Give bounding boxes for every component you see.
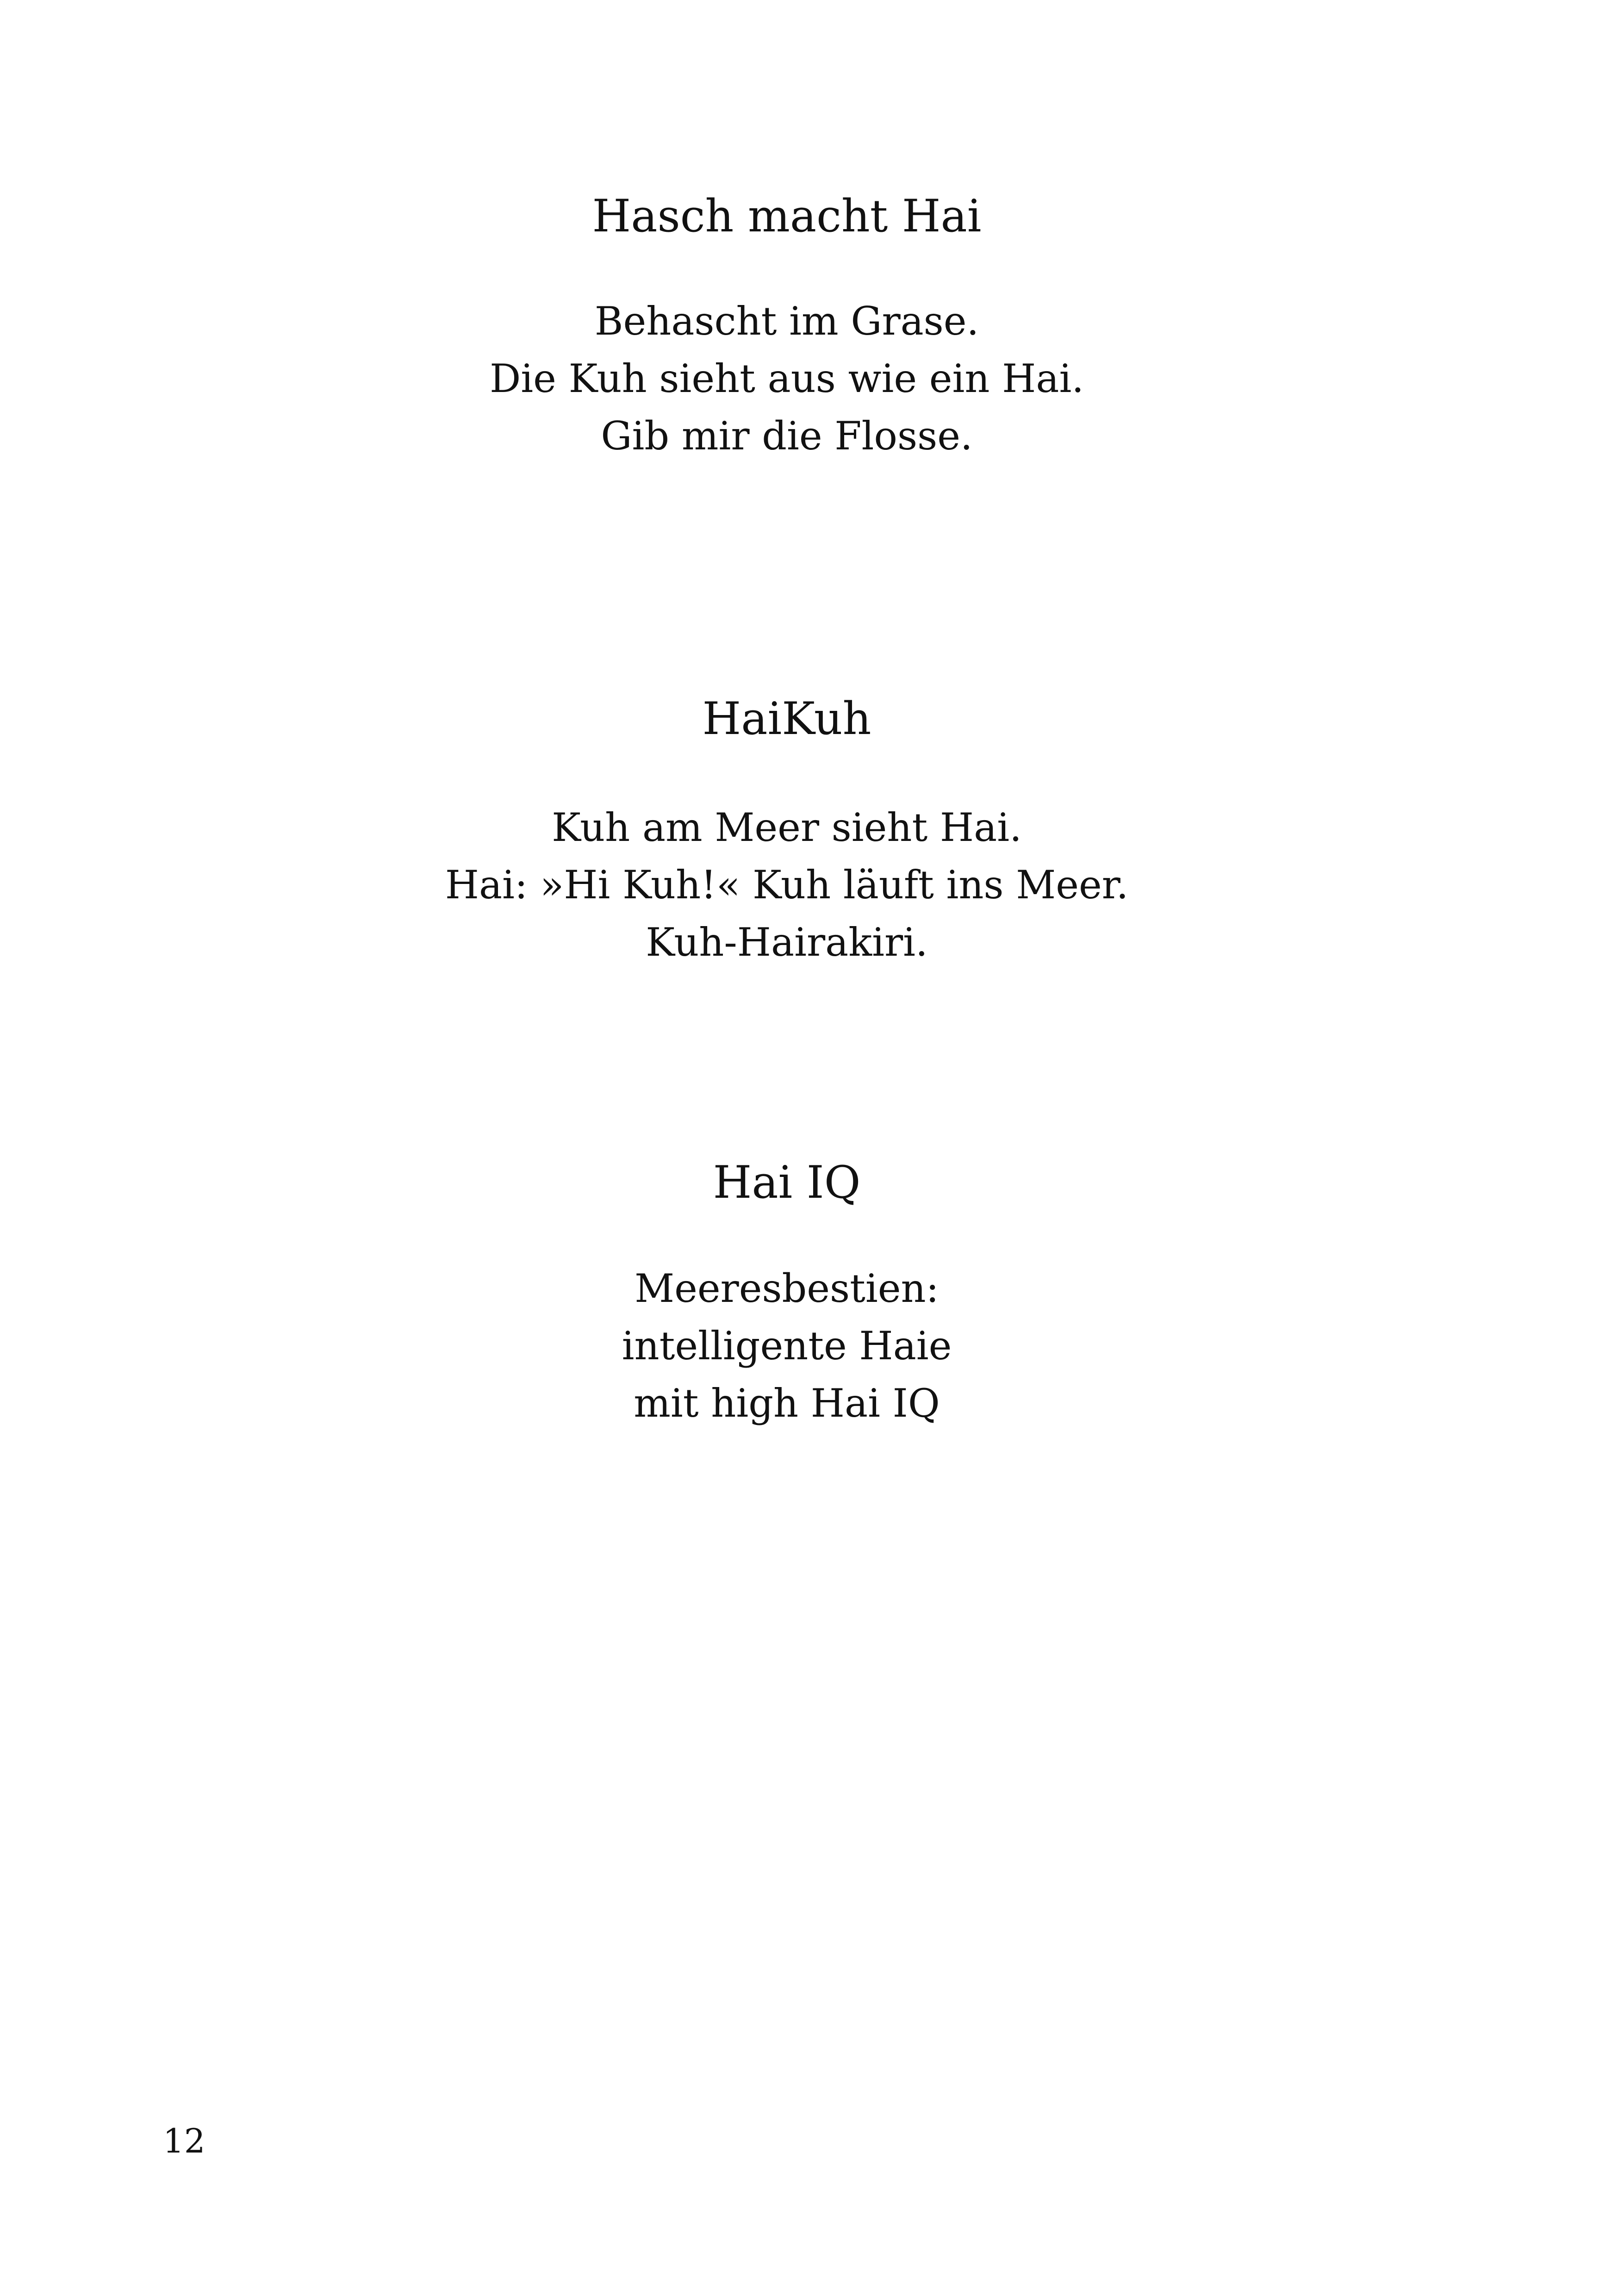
- poem-line: mit high Hai IQ: [634, 1381, 940, 1426]
- poem-line: Hai: »Hi Kuh!« Kuh läuft ins Meer.: [445, 862, 1129, 908]
- poem-title: HaiKuh: [702, 693, 871, 745]
- poem-stanza: [0, 799, 1574, 971]
- poem-title: Hai IQ: [713, 1157, 861, 1208]
- poem: [0, 1157, 1574, 1432]
- poem-line: Kuh am Meer sieht Hai.: [552, 805, 1022, 851]
- poem-title: Hasch macht Hai: [592, 190, 982, 242]
- poem-stanza: [0, 1260, 1574, 1432]
- poem-line: Gib mir die Flosse.: [601, 413, 973, 459]
- poem-stanza: [0, 292, 1574, 465]
- poem-line: intelligente Haie: [622, 1323, 952, 1369]
- poem-line: Kuh-Hairakiri.: [646, 920, 928, 965]
- poem-line: Die Kuh sieht aus wie ein Hai.: [489, 356, 1084, 402]
- poem: [0, 693, 1574, 971]
- poem-line: Meeresbestien:: [635, 1266, 939, 1312]
- poem: [0, 191, 1574, 465]
- page-number: 12: [163, 2122, 205, 2160]
- poem-line: Behascht im Grase.: [594, 299, 979, 344]
